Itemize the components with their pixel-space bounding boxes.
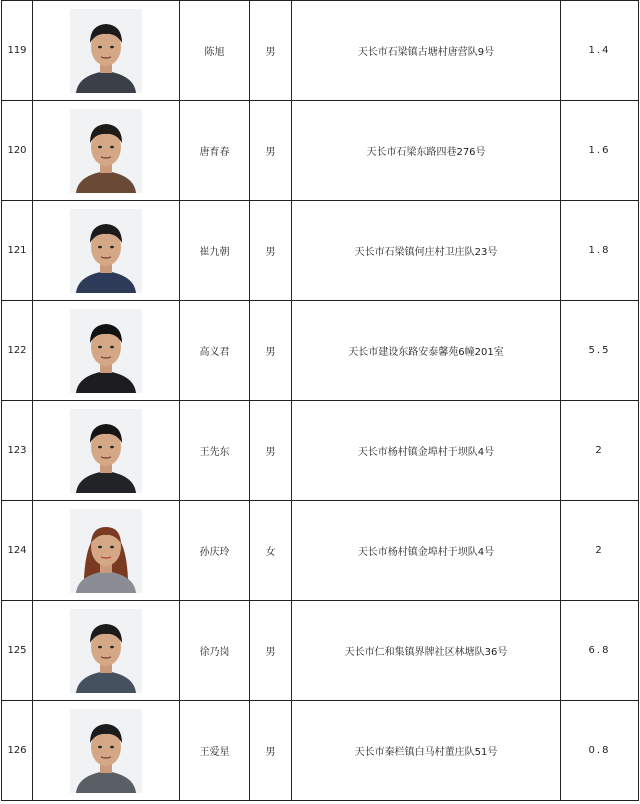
person-name: 唐育春 [180, 101, 250, 201]
male-portrait-icon [70, 709, 142, 793]
amount: 2 [561, 501, 639, 601]
person-sex: 男 [250, 201, 292, 301]
person-sex: 男 [250, 401, 292, 501]
person-address: 天长市石梁镇古塘村唐营队9号 [292, 1, 561, 101]
female-portrait-icon [70, 509, 142, 593]
photo-cell [33, 1, 180, 101]
row-number: 120 [2, 101, 33, 201]
person-address: 天长市秦栏镇白马村董庄队51号 [292, 701, 561, 801]
table-row [2, 701, 639, 801]
person-name: 崔九朝 [180, 201, 250, 301]
person-address: 天长市杨村镇金埠村于坝队4号 [292, 401, 561, 501]
person-name: 陈旭 [180, 1, 250, 101]
amount: 0.8 [561, 701, 639, 801]
row-number: 121 [2, 201, 33, 301]
row-number: 124 [2, 501, 33, 601]
person-sex: 男 [250, 1, 292, 101]
person-sex: 男 [250, 301, 292, 401]
row-number: 123 [2, 401, 33, 501]
amount: 5.5 [561, 301, 639, 401]
roster-table [1, 0, 639, 801]
photo-cell [33, 501, 180, 601]
person-address: 天长市石梁镇何庄村卫庄队23号 [292, 201, 561, 301]
photo-cell [33, 601, 180, 701]
person-name: 王爱星 [180, 701, 250, 801]
amount: 1.6 [561, 101, 639, 201]
person-name: 王先东 [180, 401, 250, 501]
male-portrait-icon [70, 209, 142, 293]
table-row [2, 201, 639, 301]
person-sex: 男 [250, 601, 292, 701]
male-portrait-icon [70, 309, 142, 393]
person-name: 孙庆玲 [180, 501, 250, 601]
row-number: 125 [2, 601, 33, 701]
male-portrait-icon [70, 109, 142, 193]
table-row [2, 401, 639, 501]
table-row [2, 101, 639, 201]
person-sex: 男 [250, 101, 292, 201]
person-address: 天长市仁和集镇界牌社区林塘队36号 [292, 601, 561, 701]
photo-cell [33, 101, 180, 201]
table-row [2, 601, 639, 701]
photo-cell [33, 201, 180, 301]
photo-cell [33, 701, 180, 801]
photo-cell [33, 301, 180, 401]
photo-cell [33, 401, 180, 501]
row-number: 119 [2, 1, 33, 101]
person-address: 天长市建设东路安泰馨苑6幢201室 [292, 301, 561, 401]
male-portrait-icon [70, 609, 142, 693]
table-row [2, 501, 639, 601]
row-number: 126 [2, 701, 33, 801]
male-portrait-icon [70, 409, 142, 493]
amount: 6.8 [561, 601, 639, 701]
roster-body [2, 1, 639, 801]
person-name: 徐乃岗 [180, 601, 250, 701]
person-address: 天长市杨村镇金埠村于坝队4号 [292, 501, 561, 601]
person-name: 高义君 [180, 301, 250, 401]
person-address: 天长市石梁东路四巷276号 [292, 101, 561, 201]
male-portrait-icon [70, 9, 142, 93]
amount: 2 [561, 401, 639, 501]
row-number: 122 [2, 301, 33, 401]
table-row [2, 1, 639, 101]
person-sex: 男 [250, 701, 292, 801]
amount: 1.8 [561, 201, 639, 301]
amount: 1.4 [561, 1, 639, 101]
person-sex: 女 [250, 501, 292, 601]
table-row [2, 301, 639, 401]
